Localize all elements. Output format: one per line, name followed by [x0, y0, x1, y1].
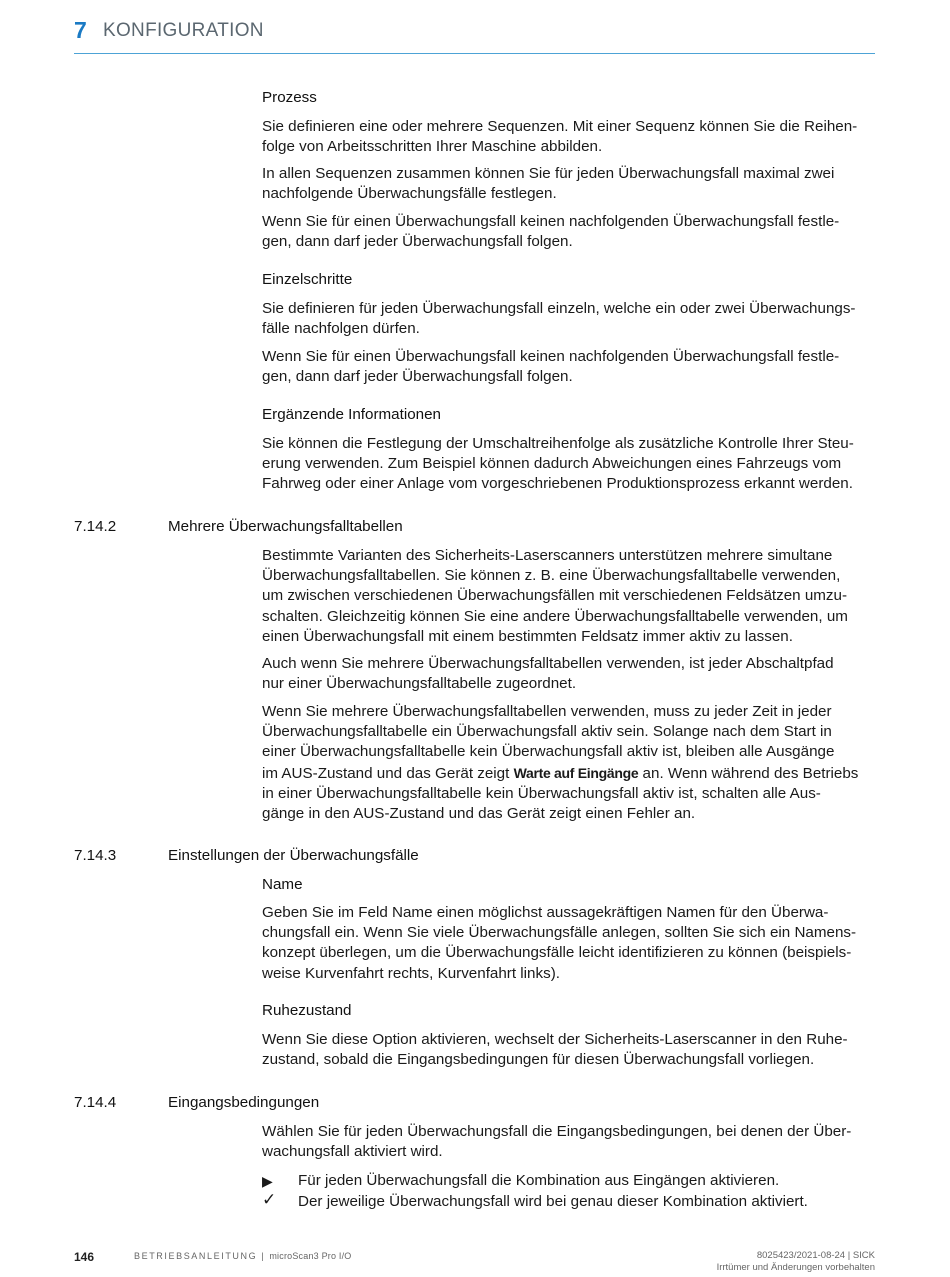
text-line: in einer Überwachungsfalltabelle kein Überwachungsfall aktiv ist, schalten alle Aus- — [262, 784, 821, 802]
disclaimer: Irrtümer und Änderungen vorbehalten — [716, 1262, 875, 1273]
text-line: gen, dann darf jeder Überwachungsfall folgen. — [262, 368, 573, 386]
text-line: fälle nachfolgen dürfen. — [262, 320, 420, 338]
paragraph — [262, 434, 875, 495]
heading-ruhezustand: Ruhezustand — [262, 1002, 352, 1019]
text-line: gänge in den AUS-Zustand und das Gerät zeigt einen Fehler an. — [262, 805, 696, 823]
paragraph — [262, 1030, 875, 1070]
paragraph — [262, 654, 875, 694]
paragraph — [262, 347, 875, 387]
chapter-title: KONFIGURATION — [103, 20, 264, 41]
text-line: Sie definieren für jeden Überwachungsfall einzeln, welche ein oder zwei Überwachungs- — [262, 300, 856, 317]
text-line: Wenn Sie für einen Überwachungsfall keinen nachfolgenden Überwachungsfall festle- — [262, 213, 840, 230]
heading-name: Name — [262, 876, 303, 893]
paragraph — [262, 117, 875, 157]
section-title: Einstellungen der Überwachungsfälle — [168, 847, 419, 864]
heading-einzelschritte: Einzelschritte — [262, 271, 353, 288]
checkmark-icon: ✓ — [262, 1190, 277, 1209]
section-number: 7.14.2 — [74, 518, 117, 535]
section-number: 7.14.3 — [74, 847, 117, 864]
text-line: erung verwenden. Zum Beispiel können dadurch Abweichungen eines Fahrzeugs vom — [262, 455, 842, 473]
text-line: Überwachungsfalltabellen. Sie können z. B. eine Überwachungsfalltabelle verwenden, — [262, 567, 841, 585]
text-line: weise Kurvenfahrt rechts, Kurvenfahrt links). — [262, 964, 560, 982]
section-title: Mehrere Überwachungsfalltabellen — [168, 518, 403, 535]
paragraph — [262, 299, 875, 339]
result-text: Der jeweilige Überwachungsfall wird bei genau dieser Kombination aktiviert. — [298, 1193, 808, 1210]
doc-type: BETRIEBSANLEITUNG | — [134, 1251, 270, 1261]
heading-ergaenzende-informationen: Ergänzende Informationen — [262, 406, 441, 423]
text-line: Wenn Sie für einen Überwachungsfall keinen nachfolgenden Überwachungsfall festle- — [262, 348, 840, 365]
text-line: Sie definieren eine oder mehrere Sequenzen. Mit einer Sequenz können Sie die Reihen- — [262, 118, 858, 135]
paragraph — [262, 212, 875, 252]
product-name: microScan3 Pro I/O — [269, 1251, 352, 1261]
footer-right — [717, 1250, 875, 1274]
footer-document-info — [134, 1251, 352, 1261]
ui-term: Warte auf Eingänge — [513, 764, 639, 781]
paragraph — [262, 1122, 875, 1162]
text-fragment: im AUS-Zustand und das Gerät zeigt — [262, 764, 514, 782]
text-line: nur einer Überwachungsfalltabelle zugeordnet. — [262, 675, 577, 693]
section-number: 7.14.4 — [74, 1094, 117, 1111]
text-line: zustand, sobald die Eingangsbedingungen für diesen Überwachungsfall vorliegen. — [262, 1051, 815, 1069]
text-line — [262, 763, 875, 784]
page-header — [74, 17, 875, 54]
text-line: Auch wenn Sie mehrere Überwachungsfalltabellen verwenden, ist jeder Abschaltpfad — [262, 655, 834, 672]
text-line: Geben Sie im Feld Name einen möglichst aussagekräftigen Namen für den Überwa- — [262, 904, 829, 921]
text-line: Wenn Sie diese Option aktivieren, wechselt der Sicherheits-Laserscanner in den Ruhe- — [262, 1031, 848, 1048]
text-line: chungsfall ein. Wenn Sie viele Überwachungsfälle anlegen, sollten Sie sich ein Namens- — [262, 924, 857, 942]
paragraph — [262, 702, 875, 824]
text-fragment: an. Wenn während des Betriebs — [638, 764, 859, 782]
page-number: 146 — [74, 1250, 95, 1264]
text-line: wachungsfall aktiviert wird. — [262, 1143, 443, 1161]
text-line: gen, dann darf jeder Überwachungsfall folgen. — [262, 233, 573, 251]
paragraph — [262, 164, 875, 204]
step-text: Für jeden Überwachungsfall die Kombination aus Eingängen aktivieren. — [298, 1172, 780, 1189]
text-line: um zwischen verschiedenen Überwachungsfällen mit verschiedenen Feldsätzen umzu- — [262, 587, 848, 605]
chapter-number: 7 — [74, 17, 87, 43]
text-line: einen Überwachungsfall mit einem bestimmten Feldsatz immer aktiv zu lassen. — [262, 627, 793, 645]
play-arrow-icon: ▶ — [262, 1173, 273, 1189]
text-line: nachfolgende Überwachungsfälle festlegen. — [262, 185, 557, 203]
text-line: Sie können die Festlegung der Umschaltreihenfolge als zusätzliche Kontrolle Ihrer Steu- — [262, 435, 854, 452]
text-line: Wählen Sie für jeden Überwachungsfall die Eingangsbedingungen, bei denen der Über- — [262, 1123, 852, 1140]
text-line: einer Überwachungsfalltabelle kein Überwachungsfall aktiv ist, bleiben alle Ausgänge — [262, 743, 835, 761]
paragraph — [262, 903, 875, 984]
text-line: In allen Sequenzen zusammen können Sie für jeden Überwachungsfall maximal zwei — [262, 165, 835, 182]
text-line: Fahrweg oder einer Anlage vom vorgeschriebenen Produktionsprozess erkannt werden. — [262, 475, 853, 493]
text-line: Überwachungsfalltabelle ein Überwachungsfall aktiv sein. Solange nach dem Start in — [262, 723, 832, 741]
heading-prozess: Prozess — [262, 89, 317, 106]
paragraph — [262, 546, 875, 647]
text-line: Bestimmte Varianten des Sicherheits-Laserscanners unterstützen mehrere simultane — [262, 547, 833, 564]
text-line: folge von Arbeitsschritten Ihrer Maschine abbilden. — [262, 138, 603, 156]
text-line: schalten. Gleichzeitig können Sie eine andere Überwachungsfalltabelle verwenden, um — [262, 607, 848, 625]
text-line: Wenn Sie mehrere Überwachungsfalltabellen verwenden, muss zu jeder Zeit in jeder — [262, 703, 832, 720]
text-line: konzept überlegen, um die Überwachungsfälle leicht identifizieren zu können (beispiels- — [262, 944, 852, 962]
doc-id: 8025423/2021-08-24 | SICK — [756, 1250, 875, 1261]
section-title: Eingangsbedingungen — [168, 1094, 320, 1111]
